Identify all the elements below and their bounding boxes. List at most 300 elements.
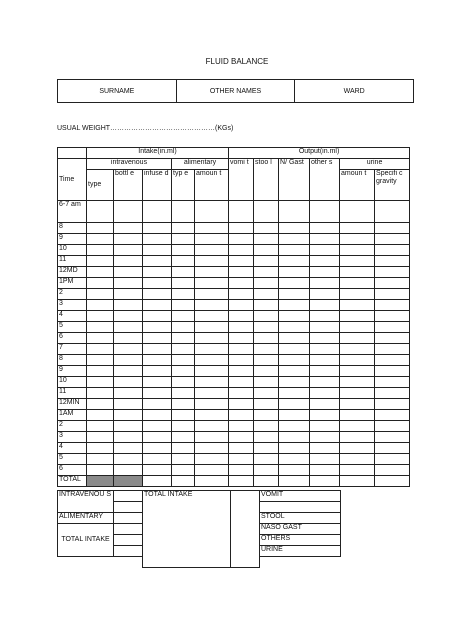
entry-cell[interactable] xyxy=(340,377,375,388)
entry-cell[interactable] xyxy=(172,201,195,223)
entry-cell[interactable] xyxy=(310,201,340,223)
time-cell: 11 xyxy=(58,256,87,267)
entry-cell[interactable] xyxy=(87,421,114,432)
entry-cell[interactable] xyxy=(254,311,279,322)
entry-cell[interactable] xyxy=(172,432,195,443)
entry-cell[interactable] xyxy=(279,355,310,366)
entry-cell[interactable] xyxy=(229,421,254,432)
entry-cell[interactable] xyxy=(279,278,310,289)
entry-cell[interactable] xyxy=(279,465,310,476)
total-cell[interactable] xyxy=(310,476,340,487)
entry-cell[interactable] xyxy=(114,333,143,344)
entry-cell[interactable] xyxy=(114,300,143,311)
table-row xyxy=(58,256,410,267)
entry-cell[interactable] xyxy=(279,366,310,377)
entry-cell[interactable] xyxy=(114,355,143,366)
entry-cell[interactable] xyxy=(87,234,114,245)
entry-cell[interactable] xyxy=(143,443,172,454)
entry-cell[interactable] xyxy=(340,388,375,399)
entry-cell[interactable] xyxy=(310,267,340,278)
entry-cell[interactable] xyxy=(310,223,340,234)
entry-cell[interactable] xyxy=(254,289,279,300)
entry-cell[interactable] xyxy=(254,278,279,289)
entry-cell[interactable] xyxy=(340,333,375,344)
entry-cell[interactable] xyxy=(143,399,172,410)
entry-cell[interactable] xyxy=(279,388,310,399)
entry-cell[interactable] xyxy=(310,388,340,399)
entry-cell[interactable] xyxy=(254,322,279,333)
entry-cell[interactable] xyxy=(172,289,195,300)
entry-cell[interactable] xyxy=(310,245,340,256)
entry-cell[interactable] xyxy=(87,300,114,311)
entry-cell[interactable] xyxy=(340,223,375,234)
entry-cell[interactable] xyxy=(143,256,172,267)
entry-cell[interactable] xyxy=(143,201,172,223)
entry-cell[interactable] xyxy=(143,278,172,289)
entry-cell[interactable] xyxy=(279,256,310,267)
entry-cell[interactable] xyxy=(375,399,410,410)
entry-cell[interactable] xyxy=(195,355,229,366)
summary-naso-gast-label: NASO GAST xyxy=(260,524,341,535)
entry-cell[interactable] xyxy=(87,344,114,355)
entry-cell[interactable] xyxy=(340,454,375,465)
entry-cell[interactable] xyxy=(229,245,254,256)
entry-cell[interactable] xyxy=(279,333,310,344)
entry-cell[interactable] xyxy=(195,377,229,388)
entry-cell[interactable] xyxy=(310,366,340,377)
entry-cell[interactable] xyxy=(375,355,410,366)
entry-cell[interactable] xyxy=(195,322,229,333)
entry-cell[interactable] xyxy=(87,443,114,454)
entry-cell[interactable] xyxy=(310,333,340,344)
entry-cell[interactable] xyxy=(195,201,229,223)
entry-cell[interactable] xyxy=(87,245,114,256)
entry-cell[interactable] xyxy=(172,300,195,311)
entry-cell[interactable] xyxy=(195,245,229,256)
entry-cell[interactable] xyxy=(229,454,254,465)
entry-cell[interactable] xyxy=(87,388,114,399)
entry-cell[interactable] xyxy=(340,278,375,289)
entry-cell[interactable] xyxy=(340,289,375,300)
time-cell: 9 xyxy=(58,234,87,245)
entry-cell[interactable] xyxy=(254,223,279,234)
entry-cell[interactable] xyxy=(310,432,340,443)
iv-type-header: type xyxy=(87,170,114,201)
entry-cell[interactable] xyxy=(229,465,254,476)
entry-cell[interactable] xyxy=(143,300,172,311)
entry-cell[interactable] xyxy=(114,322,143,333)
entry-cell[interactable] xyxy=(375,234,410,245)
entry-cell[interactable] xyxy=(229,300,254,311)
entry-cell[interactable] xyxy=(114,410,143,421)
entry-cell[interactable] xyxy=(195,421,229,432)
entry-cell[interactable] xyxy=(279,344,310,355)
entry-cell[interactable] xyxy=(143,245,172,256)
entry-cell[interactable] xyxy=(195,256,229,267)
entry-cell[interactable] xyxy=(87,410,114,421)
entry-cell[interactable] xyxy=(279,289,310,300)
entry-cell[interactable] xyxy=(143,355,172,366)
entry-cell[interactable] xyxy=(195,454,229,465)
entry-cell[interactable] xyxy=(340,443,375,454)
entry-cell[interactable] xyxy=(87,201,114,223)
entry-cell[interactable] xyxy=(143,366,172,377)
entry-cell[interactable] xyxy=(114,465,143,476)
entry-cell[interactable] xyxy=(310,377,340,388)
entry-cell[interactable] xyxy=(229,355,254,366)
total-cell[interactable] xyxy=(229,476,254,487)
summary-cell[interactable] xyxy=(260,502,341,513)
entry-cell[interactable] xyxy=(375,344,410,355)
entry-cell[interactable] xyxy=(254,267,279,278)
entry-cell[interactable] xyxy=(375,289,410,300)
entry-cell[interactable] xyxy=(229,388,254,399)
entry-cell[interactable] xyxy=(114,344,143,355)
entry-cell[interactable] xyxy=(310,311,340,322)
entry-cell[interactable] xyxy=(172,256,195,267)
entry-cell[interactable] xyxy=(310,399,340,410)
entry-cell[interactable] xyxy=(172,454,195,465)
entry-cell[interactable] xyxy=(114,201,143,223)
entry-cell[interactable] xyxy=(172,234,195,245)
entry-cell[interactable] xyxy=(87,377,114,388)
total-cell[interactable] xyxy=(375,476,410,487)
entry-cell[interactable] xyxy=(254,201,279,223)
entry-cell[interactable] xyxy=(340,234,375,245)
summary-cell[interactable] xyxy=(114,513,143,524)
entry-cell[interactable] xyxy=(375,454,410,465)
specific-gravity-header: Specifi c gravity xyxy=(375,170,410,201)
time-cell: 11 xyxy=(58,388,87,399)
entry-cell[interactable] xyxy=(143,454,172,465)
entry-cell[interactable] xyxy=(195,410,229,421)
entry-cell[interactable] xyxy=(172,388,195,399)
entry-cell[interactable] xyxy=(279,322,310,333)
entry-cell[interactable] xyxy=(143,289,172,300)
entry-cell[interactable] xyxy=(254,454,279,465)
entry-cell[interactable] xyxy=(375,311,410,322)
entry-cell[interactable] xyxy=(310,322,340,333)
entry-cell[interactable] xyxy=(114,289,143,300)
entry-cell[interactable] xyxy=(254,432,279,443)
entry-cell[interactable] xyxy=(310,454,340,465)
entry-cell[interactable] xyxy=(279,201,310,223)
entry-cell[interactable] xyxy=(114,366,143,377)
entry-cell[interactable] xyxy=(340,366,375,377)
surname-field[interactable]: SURNAME xyxy=(58,80,177,102)
entry-cell[interactable] xyxy=(375,267,410,278)
entry-cell[interactable] xyxy=(87,289,114,300)
entry-cell[interactable] xyxy=(143,322,172,333)
entry-cell[interactable] xyxy=(375,410,410,421)
entry-cell[interactable] xyxy=(229,267,254,278)
entry-cell[interactable] xyxy=(229,234,254,245)
entry-cell[interactable] xyxy=(143,223,172,234)
entry-cell[interactable] xyxy=(87,399,114,410)
summary-cell[interactable] xyxy=(114,502,143,513)
entry-cell[interactable] xyxy=(340,201,375,223)
entry-cell[interactable] xyxy=(229,399,254,410)
entry-cell[interactable] xyxy=(143,432,172,443)
entry-cell[interactable] xyxy=(279,377,310,388)
entry-cell[interactable] xyxy=(143,377,172,388)
entry-cell[interactable] xyxy=(114,421,143,432)
entry-cell[interactable] xyxy=(375,333,410,344)
total-cell[interactable] xyxy=(172,476,195,487)
entry-cell[interactable] xyxy=(340,322,375,333)
entry-cell[interactable] xyxy=(279,267,310,278)
entry-cell[interactable] xyxy=(143,344,172,355)
entry-cell[interactable] xyxy=(340,344,375,355)
other-names-field[interactable]: OTHER NAMES xyxy=(177,80,296,102)
entry-cell[interactable] xyxy=(279,421,310,432)
entry-cell[interactable] xyxy=(172,245,195,256)
intake-header: Intake(in.ml) xyxy=(87,148,229,159)
entry-cell[interactable] xyxy=(375,256,410,267)
entry-cell[interactable] xyxy=(279,223,310,234)
entry-cell[interactable] xyxy=(87,311,114,322)
entry-cell[interactable] xyxy=(279,432,310,443)
entry-cell[interactable] xyxy=(254,377,279,388)
entry-cell[interactable] xyxy=(340,311,375,322)
entry-cell[interactable] xyxy=(87,267,114,278)
summary-cell[interactable] xyxy=(114,535,143,546)
ward-field[interactable]: WARD xyxy=(343,87,365,95)
entry-cell[interactable] xyxy=(340,355,375,366)
entry-cell[interactable] xyxy=(310,256,340,267)
entry-cell[interactable] xyxy=(340,245,375,256)
entry-cell[interactable] xyxy=(195,278,229,289)
summary-cell[interactable] xyxy=(114,546,143,557)
entry-cell[interactable] xyxy=(310,278,340,289)
entry-cell[interactable] xyxy=(375,432,410,443)
entry-cell[interactable] xyxy=(195,289,229,300)
entry-cell[interactable] xyxy=(195,300,229,311)
entry-cell[interactable] xyxy=(172,278,195,289)
entry-cell[interactable] xyxy=(375,223,410,234)
entry-cell[interactable] xyxy=(195,443,229,454)
entry-cell[interactable] xyxy=(195,366,229,377)
entry-cell[interactable] xyxy=(229,311,254,322)
entry-cell[interactable] xyxy=(254,256,279,267)
entry-cell[interactable] xyxy=(229,344,254,355)
entry-cell[interactable] xyxy=(310,421,340,432)
entry-cell[interactable] xyxy=(310,410,340,421)
entry-cell[interactable] xyxy=(195,432,229,443)
entry-cell[interactable] xyxy=(254,421,279,432)
entry-cell[interactable] xyxy=(87,278,114,289)
entry-cell[interactable] xyxy=(310,234,340,245)
entry-cell[interactable] xyxy=(114,267,143,278)
entry-cell[interactable] xyxy=(310,443,340,454)
entry-cell[interactable] xyxy=(375,278,410,289)
entry-cell[interactable] xyxy=(229,278,254,289)
entry-cell[interactable] xyxy=(143,388,172,399)
entry-cell[interactable] xyxy=(279,443,310,454)
entry-cell[interactable] xyxy=(340,432,375,443)
entry-cell[interactable] xyxy=(229,432,254,443)
entry-cell[interactable] xyxy=(172,333,195,344)
entry-cell[interactable] xyxy=(195,223,229,234)
entry-cell[interactable] xyxy=(143,267,172,278)
entry-cell[interactable] xyxy=(143,421,172,432)
entry-cell[interactable] xyxy=(375,388,410,399)
summary-cell[interactable] xyxy=(231,491,260,568)
total-cell[interactable] xyxy=(195,476,229,487)
entry-cell[interactable] xyxy=(114,454,143,465)
entry-cell[interactable] xyxy=(340,300,375,311)
entry-cell[interactable] xyxy=(87,355,114,366)
summary-cell[interactable] xyxy=(114,491,143,502)
entry-cell[interactable] xyxy=(114,311,143,322)
entry-cell[interactable] xyxy=(87,366,114,377)
total-cell[interactable] xyxy=(143,476,172,487)
entry-cell[interactable] xyxy=(114,388,143,399)
entry-cell[interactable] xyxy=(254,465,279,476)
entry-cell[interactable] xyxy=(87,432,114,443)
entry-cell[interactable] xyxy=(229,223,254,234)
entry-cell[interactable] xyxy=(172,267,195,278)
entry-cell[interactable] xyxy=(229,322,254,333)
entry-cell[interactable] xyxy=(229,410,254,421)
entry-cell[interactable] xyxy=(229,201,254,223)
entry-cell[interactable] xyxy=(87,322,114,333)
entry-cell[interactable] xyxy=(310,355,340,366)
entry-cell[interactable] xyxy=(195,465,229,476)
table-row xyxy=(58,377,410,388)
entry-cell[interactable] xyxy=(340,399,375,410)
table-row xyxy=(58,311,410,322)
entry-cell[interactable] xyxy=(310,344,340,355)
entry-cell[interactable] xyxy=(375,201,410,223)
entry-cell[interactable] xyxy=(375,245,410,256)
entry-cell[interactable] xyxy=(310,300,340,311)
entry-cell[interactable] xyxy=(172,443,195,454)
entry-cell[interactable] xyxy=(114,278,143,289)
entry-cell[interactable] xyxy=(172,355,195,366)
entry-cell[interactable] xyxy=(143,311,172,322)
entry-cell[interactable] xyxy=(254,410,279,421)
entry-cell[interactable] xyxy=(143,333,172,344)
entry-cell[interactable] xyxy=(279,234,310,245)
entry-cell[interactable] xyxy=(375,366,410,377)
entry-cell[interactable] xyxy=(172,344,195,355)
entry-cell[interactable] xyxy=(172,311,195,322)
entry-cell[interactable] xyxy=(310,289,340,300)
entry-cell[interactable] xyxy=(254,234,279,245)
entry-cell[interactable] xyxy=(254,344,279,355)
time-cell: 6-7 am xyxy=(58,201,87,223)
entry-cell[interactable] xyxy=(254,245,279,256)
entry-cell[interactable] xyxy=(375,421,410,432)
entry-cell[interactable] xyxy=(172,410,195,421)
entry-cell[interactable] xyxy=(229,377,254,388)
entry-cell[interactable] xyxy=(195,388,229,399)
entry-cell[interactable] xyxy=(114,432,143,443)
entry-cell[interactable] xyxy=(172,366,195,377)
entry-cell[interactable] xyxy=(279,311,310,322)
entry-cell[interactable] xyxy=(229,256,254,267)
entry-cell[interactable] xyxy=(114,443,143,454)
entry-cell[interactable] xyxy=(254,333,279,344)
total-cell[interactable] xyxy=(340,476,375,487)
entry-cell[interactable] xyxy=(143,234,172,245)
entry-cell[interactable] xyxy=(172,223,195,234)
entry-cell[interactable] xyxy=(143,465,172,476)
entry-cell[interactable] xyxy=(279,454,310,465)
table-row xyxy=(58,300,410,311)
entry-cell[interactable] xyxy=(229,333,254,344)
usual-weight-line[interactable]: USUAL WEIGHT………………………………………(KGs) xyxy=(57,125,234,132)
entry-cell[interactable] xyxy=(340,267,375,278)
entry-cell[interactable] xyxy=(195,344,229,355)
entry-cell[interactable] xyxy=(340,465,375,476)
entry-cell[interactable] xyxy=(143,410,172,421)
table-row xyxy=(58,223,410,234)
entry-cell[interactable] xyxy=(114,223,143,234)
entry-cell[interactable] xyxy=(195,234,229,245)
entry-cell[interactable] xyxy=(310,465,340,476)
entry-cell[interactable] xyxy=(254,300,279,311)
entry-cell[interactable] xyxy=(87,465,114,476)
table-row xyxy=(58,267,410,278)
entry-cell[interactable] xyxy=(87,256,114,267)
entry-cell[interactable] xyxy=(375,322,410,333)
entry-cell[interactable] xyxy=(195,333,229,344)
total-cell[interactable] xyxy=(254,476,279,487)
entry-cell[interactable] xyxy=(229,289,254,300)
entry-cell[interactable] xyxy=(114,245,143,256)
entry-cell[interactable] xyxy=(340,421,375,432)
entry-cell[interactable] xyxy=(114,377,143,388)
entry-cell[interactable] xyxy=(254,399,279,410)
entry-cell[interactable] xyxy=(279,399,310,410)
entry-cell[interactable] xyxy=(195,311,229,322)
entry-cell[interactable] xyxy=(254,355,279,366)
entry-cell[interactable] xyxy=(375,443,410,454)
entry-cell[interactable] xyxy=(114,399,143,410)
summary-cell[interactable] xyxy=(114,524,143,535)
entry-cell[interactable] xyxy=(279,300,310,311)
entry-cell[interactable] xyxy=(195,399,229,410)
entry-cell[interactable] xyxy=(195,267,229,278)
entry-cell[interactable] xyxy=(172,377,195,388)
entry-cell[interactable] xyxy=(87,454,114,465)
total-cell[interactable] xyxy=(279,476,310,487)
entry-cell[interactable] xyxy=(340,256,375,267)
entry-cell[interactable] xyxy=(87,223,114,234)
entry-cell[interactable] xyxy=(375,465,410,476)
entry-cell[interactable] xyxy=(87,333,114,344)
entry-cell[interactable] xyxy=(114,256,143,267)
entry-cell[interactable] xyxy=(172,322,195,333)
entry-cell[interactable] xyxy=(254,443,279,454)
entry-cell[interactable] xyxy=(375,377,410,388)
entry-cell[interactable] xyxy=(229,443,254,454)
entry-cell[interactable] xyxy=(254,388,279,399)
entry-cell[interactable] xyxy=(375,300,410,311)
entry-cell[interactable] xyxy=(279,410,310,421)
entry-cell[interactable] xyxy=(172,421,195,432)
entry-cell[interactable] xyxy=(114,234,143,245)
entry-cell[interactable] xyxy=(340,410,375,421)
entry-cell[interactable] xyxy=(254,366,279,377)
entry-cell[interactable] xyxy=(172,399,195,410)
entry-cell[interactable] xyxy=(229,366,254,377)
entry-cell[interactable] xyxy=(279,245,310,256)
vomit-header: vomi t xyxy=(229,159,254,201)
entry-cell[interactable] xyxy=(172,465,195,476)
